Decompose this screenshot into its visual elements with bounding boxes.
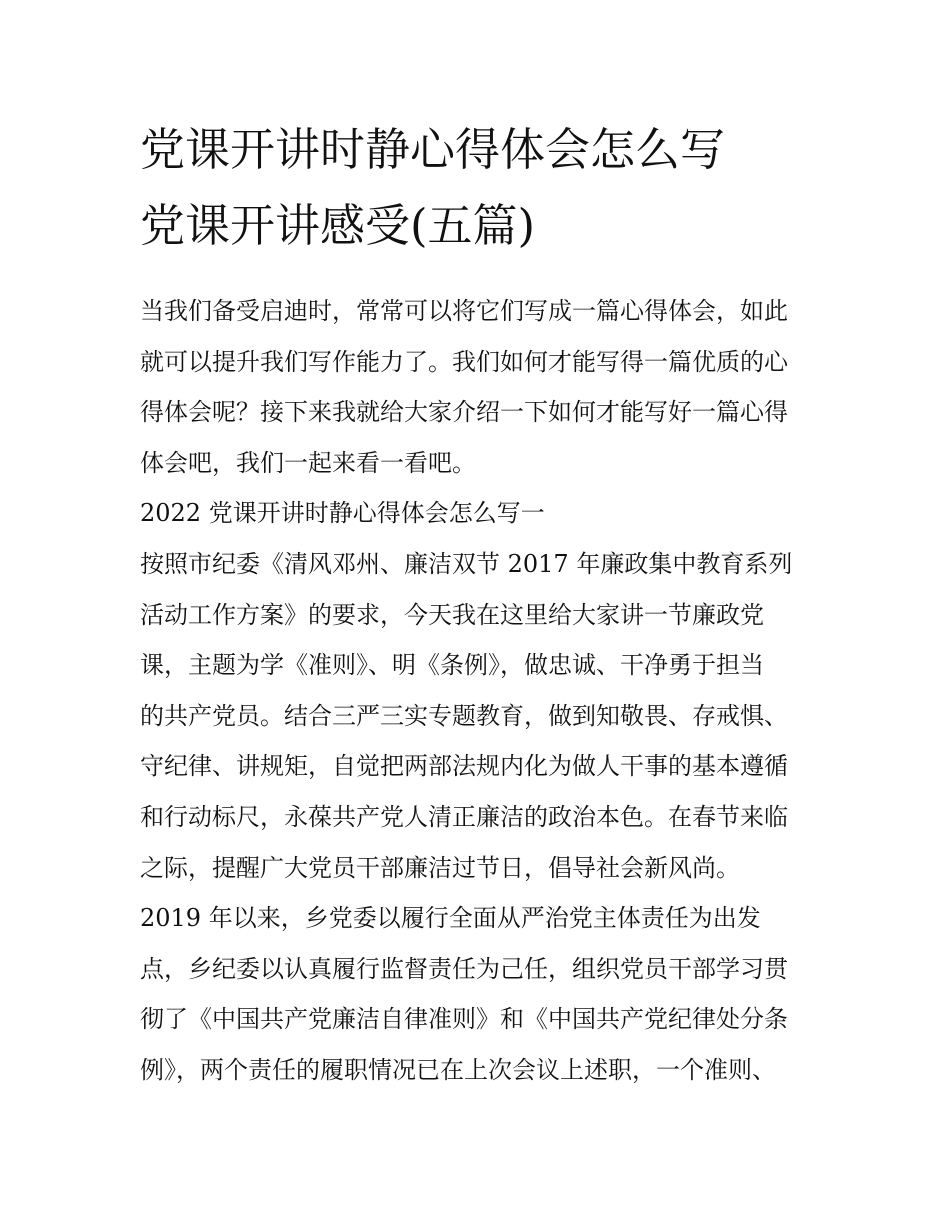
paragraph-1-line-1: 按照市纪委《清风邓州、廉洁双节 2017 年廉政集中教育系列 <box>140 549 793 578</box>
paragraph-1-line-3: 课，主题为学《准则》、明《条例》，做忠诚、干净勇于担当 <box>140 651 764 680</box>
paragraph-1-line-7: 之际，提醒广大党员干部廉洁过节日，倡导社会新风尚。 <box>140 853 740 882</box>
title-line-2: 党课开讲感受(五篇) <box>140 199 536 252</box>
intro-line-1: 当我们备受启迪时，常常可以将它们写成一篇心得体会，如此 <box>140 297 788 325</box>
document-title <box>140 112 812 264</box>
paragraph-2-line-2: 点，乡纪委以认真履行监督责任为己任，组织党员干部学习贯 <box>140 954 788 983</box>
title-line-1: 党课开讲时静心得体会怎么写 <box>140 123 726 176</box>
intro-line-4: 体会吧，我们一起来看一看吧。 <box>140 448 476 477</box>
section-heading: 2022 党课开讲时静心得体会怎么写一 <box>140 499 545 528</box>
intro-line-2: 就可以提升我们写作能力了。我们如何才能写得一篇优质的心 <box>140 347 788 376</box>
paragraph-1-line-4: 的共产党员。结合三严三实专题教育，做到知敬畏、存戒惧、 <box>140 701 788 730</box>
document-page <box>140 112 812 1096</box>
paragraph-1-line-2: 活动工作方案》的要求，今天我在这里给大家讲一节廉政党 <box>140 600 764 629</box>
document-body <box>140 286 812 1096</box>
intro-line-3: 得体会呢？接下来我就给大家介绍一下如何才能写好一篇心得 <box>140 398 788 427</box>
paragraph-2-line-4: 例》，两个责任的履职情况已在上次会议上述职，一个准则、 <box>140 1055 776 1084</box>
paragraph-1-line-5: 守纪律、讲规矩，自觉把两部法规内化为做人干事的基本遵循 <box>140 752 788 781</box>
paragraph-1-line-6: 和行动标尺，永葆共产党人清正廉洁的政治本色。在春节来临 <box>140 802 788 831</box>
paragraph-2-line-1: 2019 年以来，乡党委以履行全面从严治党主体责任为出发 <box>140 904 761 933</box>
paragraph-2-line-3: 彻了《中国共产党廉洁自律准则》和《中国共产党纪律处分条 <box>140 1005 788 1034</box>
